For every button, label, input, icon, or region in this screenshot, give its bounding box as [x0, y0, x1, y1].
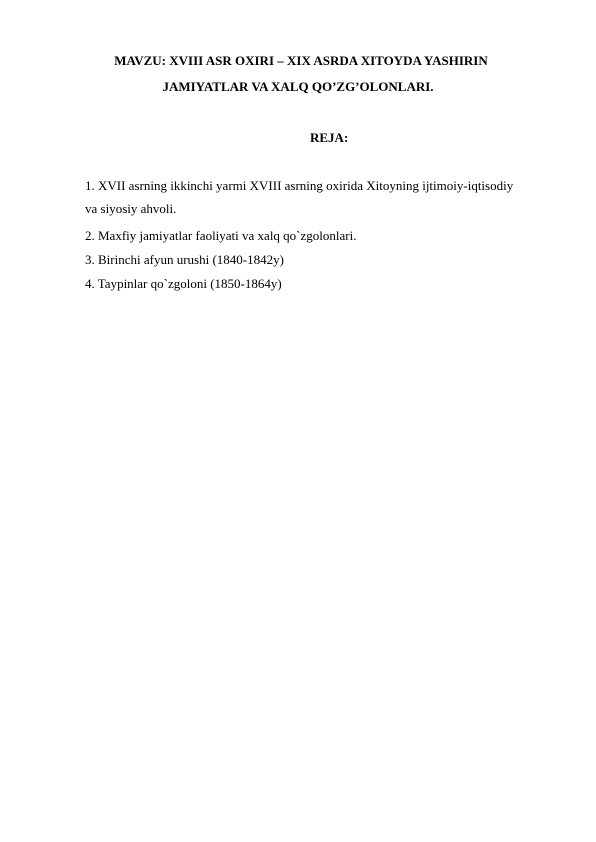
plan-item-1-line-1: 1. XVII asrning ikkinchi yarmi XVIII asrning oxirida Xitoyning ijtimoiy-iqtisodiy [85, 178, 514, 193]
document-title-line-1: MAVZU: XVIII ASR OXIRI – XIX ASRDA XITOYDA YASHIRIN [114, 53, 488, 68]
plan-item-2: 2. Maxfiy jamiyatlar faoliyati va xalq qo`zgolonlari. [85, 228, 357, 243]
plan-item-4: 4. Taypinlar qo`zgoloni (1850-1864y) [85, 276, 282, 291]
plan-item-1 [85, 174, 555, 220]
document-title-line-2: JAMIYATLAR VA XALQ QO’ZG’OLONLARI. [162, 79, 434, 94]
plan-list [85, 178, 555, 300]
plan-item-1-line-2: va siyosiy ahvoli. [85, 201, 177, 216]
plan-heading: REJA: [310, 130, 349, 145]
plan-item-3: 3. Birinchi afyun urushi (1840-1842y) [85, 252, 284, 267]
